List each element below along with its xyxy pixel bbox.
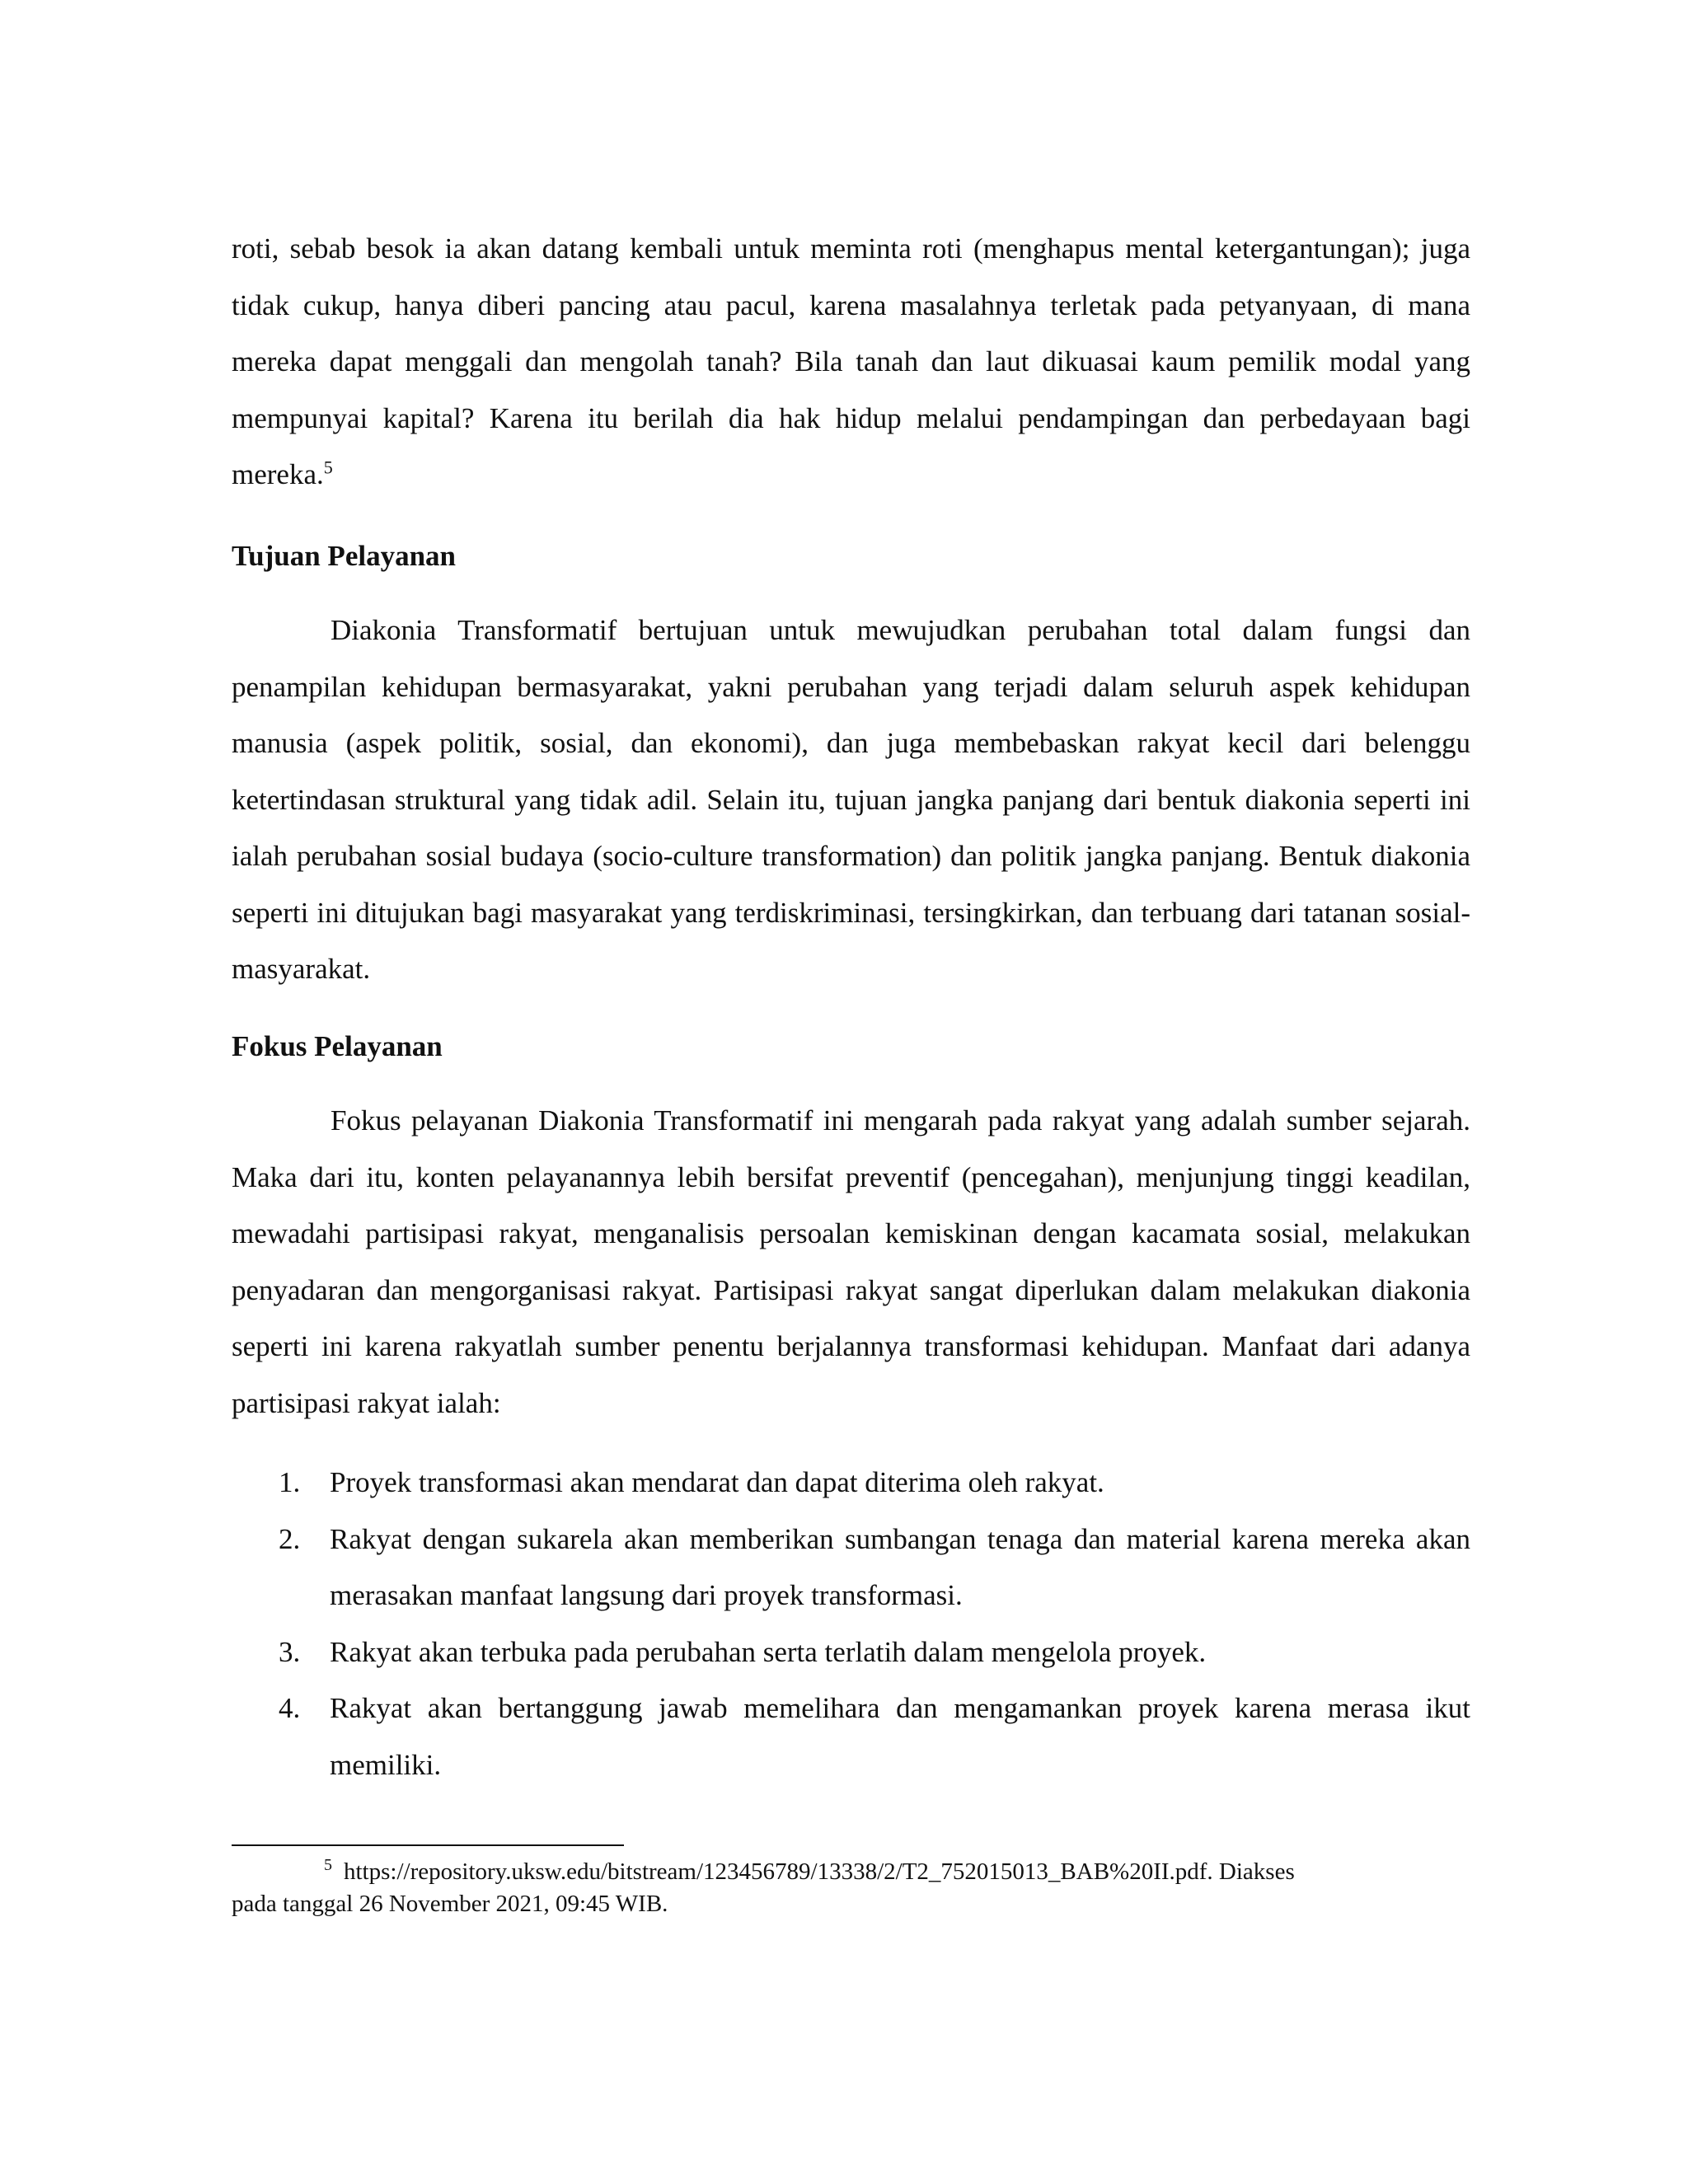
list-item-text: Rakyat dengan sukarela akan memberikan sumbangan tenaga dan material karena mereka akan merasakan manfaat langsung dari proyek transformasi.: [330, 1522, 1470, 1611]
intro-paragraph: [232, 221, 1470, 504]
footnote: [232, 1856, 1470, 1920]
list-item: [232, 1680, 1470, 1793]
footnote-reference: 5: [323, 457, 333, 478]
list-item-number: 4.: [279, 1692, 301, 1724]
footnote-number: 5: [324, 1856, 332, 1875]
list-item-text: Proyek transformasi akan mendarat dan dapat diterima oleh rakyat.: [330, 1466, 1104, 1498]
tujuan-paragraph: Diakonia Transformatif bertujuan untuk mewujudkan perubahan total dalam fungsi dan penampilan kehidupan bermasyarakat, yakni perubahan yang terjadi dalam seluruh aspek kehidupan manusia (aspek politik, sosial, dan ekonomi), dan juga membebaskan rakyat kecil dari belenggu ketertindasan struktural yang tidak adil. Selain itu, tujuan jangka panjang dari bentuk diakonia seperti ini ialah perubahan sosial budaya (socio-culture transformation) dan politik jangka panjang. Bentuk diakonia seperti ini ditujukan bagi masyarakat yang terdiskriminasi, tersingkirkan, dan terbuang dari tatanan sosial-masyarakat.: [232, 614, 1470, 985]
list-item-text: Rakyat akan terbuka pada perubahan serta terlatih dalam mengelola proyek.: [330, 1635, 1207, 1668]
intro-text: roti, sebab besok ia akan datang kembali untuk meminta roti (menghapus mental ketergantungan); juga tidak cukup, hanya diberi pancing atau pacul, karena masalahnya terletak pada petyanyaan, di mana mereka dapat menggali dan mengolah tanah? Bila tanah dan laut dikuasai kaum pemilik modal yang mempunyai kapital? Karena itu berilah dia hak hidup melalui pendampingan dan perbedayaan bagi mereka.: [232, 232, 1470, 490]
fokus-paragraph: Fokus pelayanan Diakonia Transformatif ini mengarah pada rakyat yang adalah sumber sejarah. Maka dari itu, konten pelayanannya lebih bersifat preventif (pencegahan), menjunjung tinggi keadilan, mewadahi partisipasi rakyat, menganalisis persoalan kemiskinan dengan kacamata sosial, melakukan penyadaran dan mengorganisasi rakyat. Partisipasi rakyat sangat diperlukan dalam melakukan diakonia seperti ini karena rakyatlah sumber penentu berjalannya transformasi kehidupan. Manfaat dari adanya partisipasi rakyat ialah:: [232, 1104, 1470, 1419]
footnote-divider: [232, 1844, 624, 1846]
footnote-link-text: https://repository.uksw.edu/bitstream/123456789/13338/2/T2_752015013_BAB%20II.pdf. Diakses: [344, 1858, 1295, 1885]
list-item: [232, 1624, 1470, 1681]
list-item: [232, 1455, 1470, 1511]
benefits-list: [232, 1455, 1470, 1793]
list-item: [232, 1511, 1470, 1624]
list-item-number: 2.: [279, 1522, 301, 1555]
footnote-line-2: pada tanggal 26 November 2021, 09:45 WIB.: [232, 1891, 668, 1917]
section-heading-tujuan: Tujuan Pelayanan: [232, 540, 457, 572]
list-item-number: 3.: [279, 1635, 301, 1668]
footnote-line-1: [232, 1856, 1470, 1888]
list-item-number: 1.: [279, 1466, 301, 1498]
list-item-text: Rakyat akan bertanggung jawab memelihara dan mengamankan proyek karena merasa ikut memiliki.: [330, 1692, 1470, 1781]
section-heading-fokus: Fokus Pelayanan: [232, 1030, 443, 1062]
